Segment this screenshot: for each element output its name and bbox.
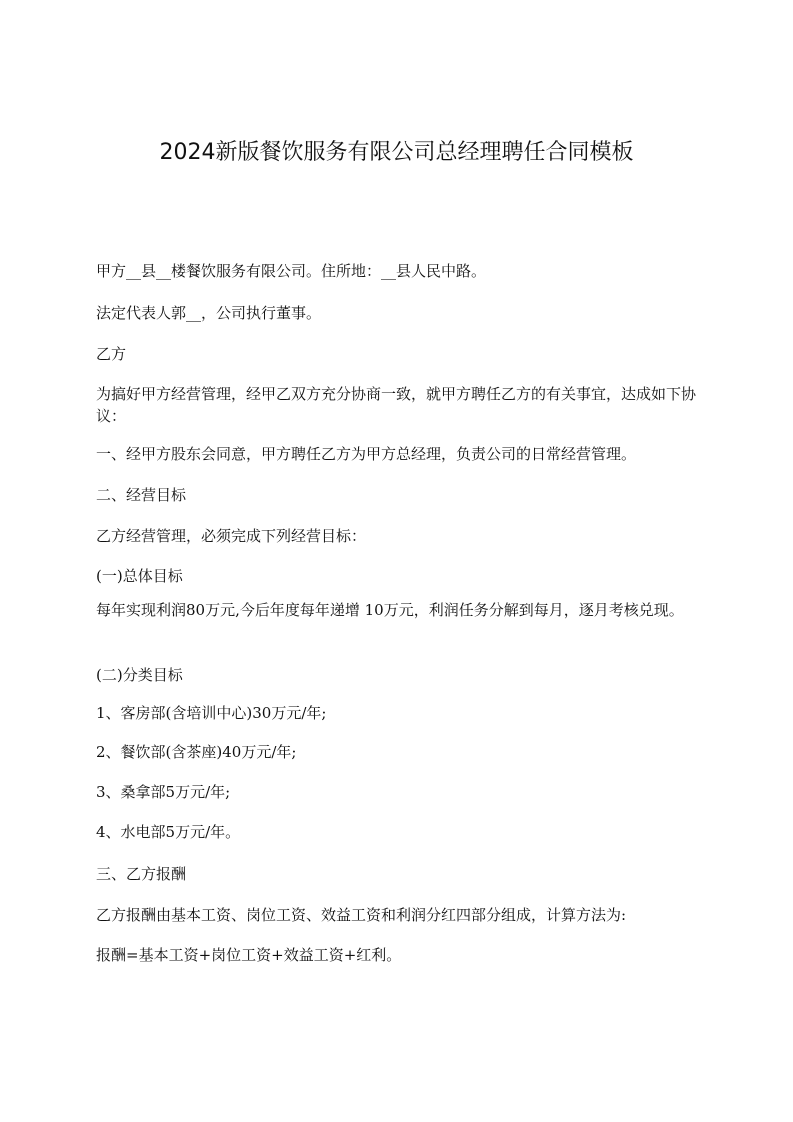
document-title: 2024新版餐饮服务有限公司总经理聘任合同模板 <box>159 140 634 165</box>
paragraph-remuneration-formula: 报酬=基本工资+岗位工资+效益工资+红利。 <box>96 946 402 964</box>
heading-clause-2: 二、经营目标 <box>96 486 187 504</box>
paragraph-legal-representative: 法定代表人郭__，公司执行董事。 <box>96 304 322 322</box>
heading-overall-target: (一)总体目标 <box>96 567 183 585</box>
list-item-dining: 2、餐饮部(含茶座)40万元/年; <box>96 743 297 761</box>
paragraph-party-b: 乙方 <box>96 345 127 363</box>
list-item-utilities: 4、水电部5万元/年。 <box>96 823 241 841</box>
paragraph-clause-1: 一、经甲方股东会同意，甲方聘任乙方为甲方总经理，负责公司的日常经营管理。 <box>96 445 637 463</box>
paragraph-targets-intro: 乙方经营管理，必须完成下列经营目标： <box>96 527 367 545</box>
paragraph-party-a: 甲方__县__楼餐饮服务有限公司。住所地：__县人民中路。 <box>96 262 487 280</box>
list-item-rooms: 1、客房部(含培训中心)30万元/年; <box>96 704 327 722</box>
heading-clause-3: 三、乙方报酬 <box>96 865 187 883</box>
paragraph-preamble: 为搞好甲方经营管理，经甲乙双方充分协商一致，就甲方聘任乙方的有关事宜，达成如下协议： <box>96 385 697 425</box>
paragraph-remuneration: 乙方报酬由基本工资、岗位工资、效益工资和利润分红四部分组成，计算方法为: <box>96 906 627 924</box>
heading-category-targets: (二)分类目标 <box>96 666 183 684</box>
list-item-sauna: 3、桑拿部5万元/年; <box>96 783 231 801</box>
paragraph-overall-target: 每年实现利润80万元,今后年度每年递增 10万元，利润任务分解到每月，逐月考核兑现。 <box>96 601 684 619</box>
